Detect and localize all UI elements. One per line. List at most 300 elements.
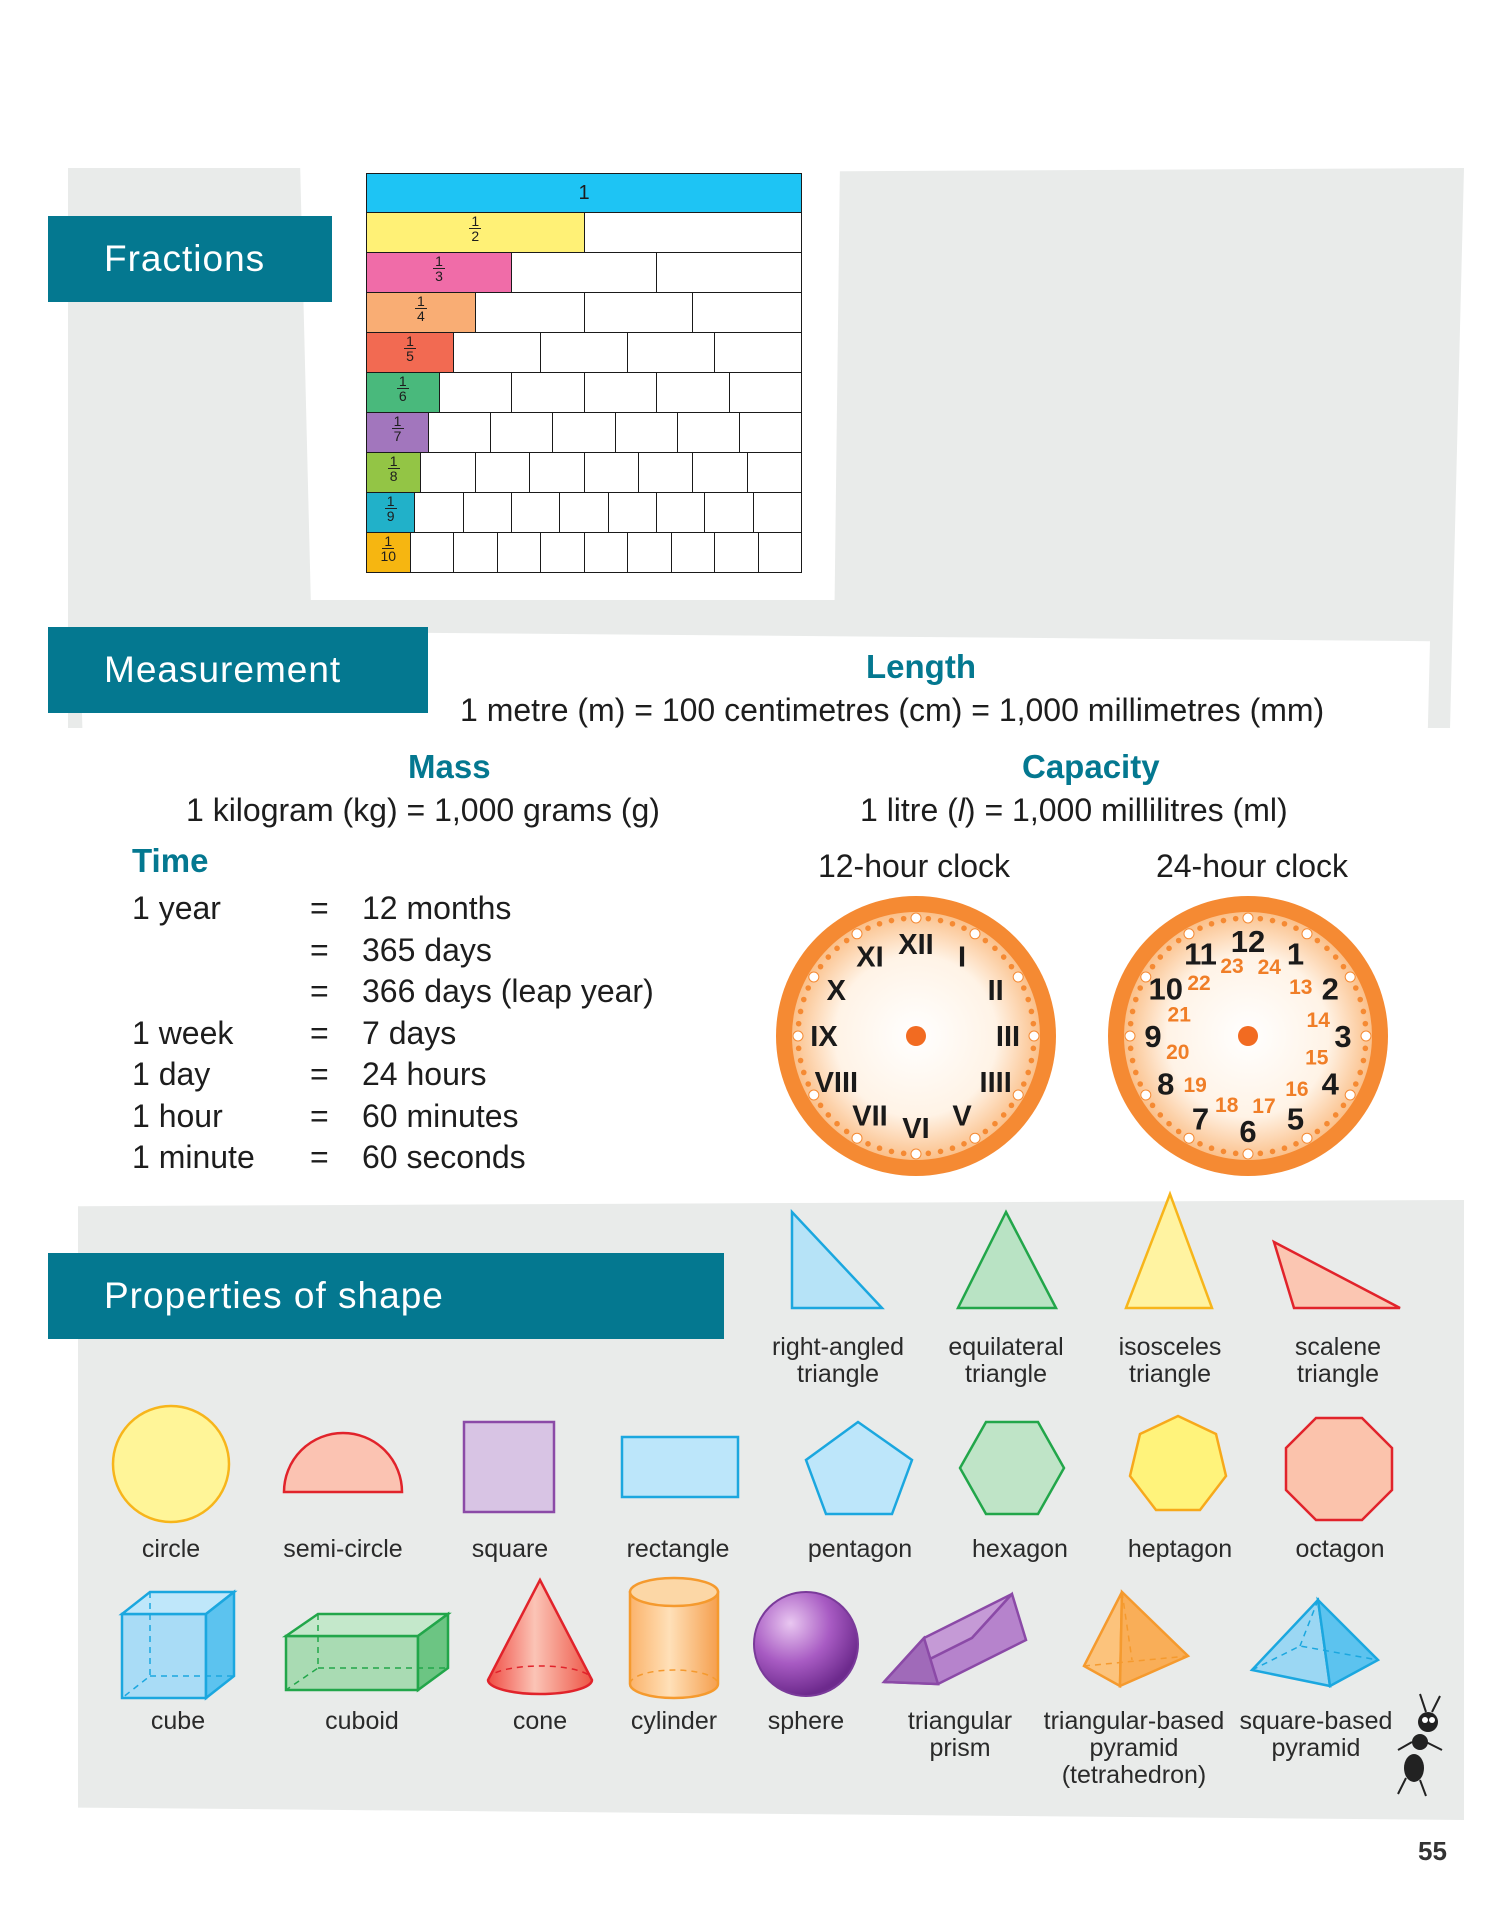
cuboid-solid bbox=[286, 1614, 448, 1690]
fraction-label bbox=[367, 254, 511, 283]
time-unit: 1 day bbox=[132, 1056, 211, 1092]
time-value: 366 days (leap year) bbox=[362, 973, 654, 1009]
clock-minute-mark bbox=[1233, 916, 1239, 922]
clock-minute-mark bbox=[1315, 1129, 1321, 1135]
fraction-cell bbox=[367, 293, 476, 332]
fraction-cell bbox=[585, 213, 802, 252]
clock24-afternoon-numeral: 22 bbox=[1187, 972, 1211, 996]
clock12-numeral: V bbox=[952, 1100, 972, 1133]
clock-minute-mark bbox=[1345, 1090, 1355, 1100]
fraction-numerator: 1 bbox=[385, 494, 397, 509]
clock-minute-mark bbox=[1128, 1046, 1134, 1052]
clock-minute-mark bbox=[1361, 1009, 1367, 1015]
fraction-numerator: 1 bbox=[397, 374, 409, 389]
solid-shape-label: cone bbox=[512, 1707, 568, 1735]
clock-minute-mark bbox=[877, 1145, 883, 1151]
clock-minute-mark bbox=[1209, 1145, 1215, 1151]
clock-minute-mark bbox=[1025, 1070, 1031, 1076]
length-equation: 1 metre (m) = 100 centimetres (cm) = 1,000 millimetres (mm) bbox=[460, 692, 1325, 728]
flat-shape-label: hexagon bbox=[972, 1535, 1068, 1563]
clock24-afternoon-numeral: 13 bbox=[1289, 976, 1313, 1000]
clock-minute-mark bbox=[809, 972, 819, 982]
clock-minute-mark bbox=[1197, 1141, 1203, 1147]
clock-minute-mark bbox=[1341, 964, 1347, 970]
clock-minute-mark bbox=[1197, 925, 1203, 931]
clock-minute-mark bbox=[1137, 1081, 1143, 1087]
clock-minute-mark bbox=[1021, 985, 1027, 991]
clock-minute-mark bbox=[1258, 916, 1264, 922]
fraction-cell bbox=[553, 413, 615, 452]
fraction-cell bbox=[367, 333, 454, 372]
capacity-equation bbox=[860, 792, 1288, 829]
fraction-cell bbox=[512, 373, 585, 412]
clock-minute-mark bbox=[826, 954, 832, 960]
fraction-cell bbox=[628, 533, 672, 572]
clock-minute-mark bbox=[1031, 1046, 1037, 1052]
fraction-cell bbox=[498, 533, 542, 572]
clock-minute-mark bbox=[911, 1149, 921, 1159]
clock24-afternoon-numeral: 24 bbox=[1257, 956, 1281, 980]
clock24-hour-numeral: 8 bbox=[1157, 1066, 1175, 1102]
clock24-afternoon-numeral: 19 bbox=[1183, 1073, 1207, 1097]
clock-minute-mark bbox=[1150, 964, 1156, 970]
clock24-title: 24-hour clock bbox=[1155, 848, 1349, 884]
capacity-heading: Capacity bbox=[1022, 748, 1160, 785]
fraction-whole-cell bbox=[367, 174, 801, 212]
clock-minute-mark bbox=[1031, 1021, 1037, 1027]
fraction-cell bbox=[754, 493, 801, 532]
fraction-row-5 bbox=[366, 333, 802, 373]
triangle-label: equilateral triangle bbox=[948, 1333, 1064, 1388]
clock-minute-mark bbox=[889, 918, 895, 924]
fraction-denominator: 8 bbox=[389, 468, 398, 484]
fraction-cell bbox=[512, 253, 657, 292]
fraction-cell bbox=[628, 333, 715, 372]
clock24-afternoon-numeral: 21 bbox=[1167, 1003, 1191, 1027]
clock12-numeral: IIII bbox=[979, 1067, 1012, 1099]
time-value: 12 months bbox=[362, 890, 512, 926]
fraction-numerator: 1 bbox=[415, 294, 427, 309]
time-value: 24 hours bbox=[362, 1056, 487, 1092]
flat-shape-label: semi-circle bbox=[283, 1535, 403, 1563]
fraction-cell bbox=[730, 373, 802, 412]
clock-minute-mark bbox=[1361, 1058, 1367, 1064]
solid-shape-label: cylinder bbox=[630, 1707, 718, 1735]
clock-minute-mark bbox=[970, 1133, 980, 1143]
time-unit: 1 hour bbox=[132, 1097, 223, 1134]
clock-minute-mark bbox=[1166, 1121, 1172, 1127]
fraction-row-7 bbox=[366, 413, 802, 453]
fraction-cell bbox=[367, 373, 440, 412]
clock-minute-mark bbox=[1333, 1112, 1339, 1118]
clock-minute-mark bbox=[1315, 938, 1321, 944]
fraction-label bbox=[367, 294, 475, 323]
clock-minute-mark bbox=[1270, 1149, 1276, 1155]
fraction-cell bbox=[657, 493, 705, 532]
clock-minute-mark bbox=[1293, 925, 1299, 931]
clock-minute-mark bbox=[1282, 1145, 1288, 1151]
square-shape bbox=[464, 1422, 554, 1512]
clock-minute-mark bbox=[1353, 985, 1359, 991]
mass-heading: Mass bbox=[408, 748, 491, 785]
clock12-title: 12-hour clock bbox=[817, 848, 1011, 884]
clock24-hour-numeral: 11 bbox=[1184, 936, 1217, 972]
fraction-cell bbox=[530, 453, 584, 492]
clock-minute-mark bbox=[1001, 954, 1007, 960]
fraction-cell bbox=[454, 333, 541, 372]
fraction-cell bbox=[454, 533, 498, 572]
clock-minute-mark bbox=[805, 985, 811, 991]
flat-shape-label: rectangle bbox=[626, 1535, 730, 1563]
clock24-afternoon-numeral: 15 bbox=[1305, 1046, 1329, 1070]
fraction-denominator: 6 bbox=[398, 388, 407, 404]
time-equals: = bbox=[310, 931, 329, 968]
fraction-cell bbox=[367, 533, 411, 572]
clock24-hour-numeral: 7 bbox=[1191, 1101, 1210, 1137]
fraction-cell bbox=[464, 493, 512, 532]
clock-minute-mark bbox=[865, 925, 871, 931]
clock-minute-mark bbox=[983, 938, 989, 944]
fraction-cell bbox=[705, 493, 753, 532]
fraction-cell bbox=[541, 533, 585, 572]
fraction-numerator: 1 bbox=[382, 534, 394, 549]
fraction-cell bbox=[715, 333, 801, 372]
fraction-cell bbox=[476, 293, 585, 332]
clock-minute-mark bbox=[826, 1112, 832, 1118]
clock-minute-mark bbox=[796, 1046, 802, 1052]
flat-shape-label: heptagon bbox=[1127, 1535, 1233, 1563]
fraction-cell bbox=[715, 533, 759, 572]
page-number: 55 bbox=[1418, 1836, 1447, 1866]
hexagon-shape bbox=[960, 1422, 1064, 1514]
clock-minute-mark bbox=[1353, 1081, 1359, 1087]
fraction-cell bbox=[585, 373, 658, 412]
section-title-shapes: Properties of shape bbox=[48, 1253, 724, 1339]
fraction-denominator: 7 bbox=[393, 428, 402, 444]
clock-minute-mark bbox=[1341, 1103, 1347, 1109]
clock-minute-mark bbox=[1361, 1031, 1371, 1041]
clock-minute-mark bbox=[844, 1129, 850, 1135]
fraction-numerator: 1 bbox=[388, 454, 400, 469]
fraction-row-8 bbox=[366, 453, 802, 493]
clock24-hour-numeral: 5 bbox=[1286, 1101, 1305, 1137]
fraction-cell bbox=[512, 493, 560, 532]
clock-minute-mark bbox=[801, 1070, 807, 1076]
clock-minute-mark bbox=[877, 921, 883, 927]
clock-minute-mark bbox=[950, 921, 956, 927]
fraction-row-10 bbox=[366, 533, 802, 573]
clock-minute-mark bbox=[1363, 1046, 1369, 1052]
clock-minute-mark bbox=[1128, 1021, 1134, 1027]
fraction-label bbox=[367, 534, 410, 563]
clock-minute-mark bbox=[852, 929, 862, 939]
clock-minute-mark bbox=[793, 1031, 803, 1041]
clock-minute-mark bbox=[1025, 997, 1031, 1003]
fraction-cell bbox=[616, 413, 678, 452]
fraction-cell bbox=[367, 453, 421, 492]
circle-shape bbox=[113, 1406, 229, 1522]
clock-minute-mark bbox=[818, 1103, 824, 1109]
clock24-afternoon-numeral: 17 bbox=[1252, 1095, 1276, 1119]
time-equals: = bbox=[310, 1014, 329, 1051]
fraction-label bbox=[367, 214, 584, 243]
fraction-cell bbox=[657, 253, 801, 292]
triangle-label: scalene triangle bbox=[1294, 1333, 1382, 1388]
clock-minute-mark bbox=[992, 1121, 998, 1127]
section-title-measurement: Measurement bbox=[48, 627, 428, 713]
clock-minute-mark bbox=[798, 1058, 804, 1064]
fraction-label bbox=[367, 374, 439, 403]
cylinder-solid bbox=[630, 1578, 718, 1698]
clock12-numeral: VI bbox=[902, 1113, 930, 1145]
time-unit: 1 week bbox=[132, 1014, 234, 1051]
clock-minute-mark bbox=[1137, 985, 1143, 991]
clock-minute-mark bbox=[805, 1081, 811, 1087]
clock-minute-mark bbox=[1009, 964, 1015, 970]
fraction-numerator: 1 bbox=[404, 334, 416, 349]
clock24-hour-numeral: 12 bbox=[1230, 924, 1266, 959]
fraction-denominator: 4 bbox=[416, 308, 425, 324]
clock-minute-mark bbox=[1130, 1009, 1136, 1015]
solid-shape-label: cube bbox=[150, 1707, 206, 1735]
clock12-numeral: IX bbox=[810, 1021, 838, 1053]
time-equals: = bbox=[310, 1056, 329, 1092]
clock-minute-mark bbox=[1029, 1058, 1035, 1064]
fraction-cell bbox=[657, 373, 730, 412]
fraction-numerator: 1 bbox=[433, 254, 445, 269]
clock-minute-mark bbox=[1013, 972, 1023, 982]
fraction-row-4 bbox=[366, 293, 802, 333]
fraction-cell bbox=[429, 413, 491, 452]
clock-12-hour bbox=[766, 886, 1066, 1186]
clock-minute-mark bbox=[801, 997, 807, 1003]
triangular-prism-solid bbox=[884, 1594, 1026, 1684]
clock24-hour-numeral: 4 bbox=[1321, 1066, 1339, 1102]
clock-minute-mark bbox=[1133, 1070, 1139, 1076]
time-equals: = bbox=[310, 1139, 329, 1175]
clock-minute-mark bbox=[970, 929, 980, 939]
clock-minute-mark bbox=[1221, 1149, 1227, 1155]
fraction-cell bbox=[367, 253, 512, 292]
flat-shape-label: square bbox=[471, 1535, 549, 1563]
heptagon-shape bbox=[1130, 1416, 1226, 1510]
fraction-cell bbox=[639, 453, 693, 492]
fraction-cell bbox=[585, 533, 629, 572]
solid-shape-label: square-based pyramid bbox=[1239, 1707, 1393, 1762]
clock-minute-mark bbox=[1009, 1103, 1015, 1109]
fraction-cell bbox=[440, 373, 513, 412]
cube-solid bbox=[122, 1592, 234, 1698]
fraction-cell bbox=[421, 453, 475, 492]
fraction-numerator: 1 bbox=[392, 414, 404, 429]
triangle-label: right-angled triangle bbox=[771, 1333, 905, 1388]
flat-shape-label: pentagon bbox=[807, 1535, 913, 1563]
fraction-cell bbox=[759, 533, 802, 572]
cone-solid bbox=[488, 1580, 592, 1694]
clock24-afternoon-numeral: 23 bbox=[1220, 954, 1244, 978]
right-angled-triangle-shape bbox=[792, 1212, 882, 1308]
fraction-row-6 bbox=[366, 373, 802, 413]
fraction-cell bbox=[693, 293, 801, 332]
clock-minute-mark bbox=[865, 1141, 871, 1147]
clock-minute-mark bbox=[1243, 1149, 1253, 1159]
clock24-hour-numeral: 6 bbox=[1239, 1114, 1257, 1149]
clock-minute-mark bbox=[1293, 1141, 1299, 1147]
fraction-cell bbox=[367, 213, 585, 252]
octagon-shape bbox=[1286, 1418, 1392, 1520]
fraction-row-9 bbox=[366, 493, 802, 533]
sphere-solid bbox=[754, 1592, 858, 1696]
clock24-afternoon-numeral: 16 bbox=[1285, 1077, 1309, 1101]
solid-shape-label: triangular prism bbox=[907, 1707, 1013, 1762]
clock-24-hour bbox=[1098, 886, 1398, 1186]
capacity-equation-post: ) = 1,000 millilitres (ml) bbox=[964, 792, 1288, 828]
clock-minute-mark bbox=[798, 1009, 804, 1015]
fraction-denominator: 2 bbox=[471, 228, 480, 244]
scalene-triangle-shape bbox=[1274, 1242, 1400, 1308]
clock-minute-mark bbox=[1363, 1021, 1369, 1027]
solid-shape-label: sphere bbox=[767, 1707, 845, 1735]
clock-minute-mark bbox=[1333, 954, 1339, 960]
semi-circle-shape bbox=[284, 1433, 402, 1492]
time-value: 7 days bbox=[362, 1014, 457, 1051]
fraction-cell bbox=[411, 533, 455, 572]
clock-minute-mark bbox=[1243, 913, 1253, 923]
time-heading: Time bbox=[132, 842, 209, 879]
tetrahedron-solid bbox=[1084, 1592, 1188, 1686]
clock-minute-mark bbox=[1130, 1058, 1136, 1064]
time-equals: = bbox=[310, 973, 329, 1009]
clock-minute-mark bbox=[938, 1149, 944, 1155]
clock-minute-mark bbox=[1158, 954, 1164, 960]
clock-minute-mark bbox=[1166, 946, 1172, 952]
clock-minute-mark bbox=[1357, 997, 1363, 1003]
time-unit: 1 minute bbox=[132, 1139, 255, 1175]
fraction-cell bbox=[740, 413, 801, 452]
clock-minute-mark bbox=[938, 918, 944, 924]
clock-minute-mark bbox=[796, 1021, 802, 1027]
clock-minute-mark bbox=[1357, 1070, 1363, 1076]
clock24-afternoon-numeral: 14 bbox=[1306, 1009, 1330, 1033]
isosceles-triangle-shape bbox=[1126, 1194, 1212, 1308]
clock-minute-mark bbox=[911, 913, 921, 923]
fraction-cell bbox=[560, 493, 608, 532]
capacity-equation-pre: 1 litre ( bbox=[860, 792, 958, 828]
clock-minute-mark bbox=[1324, 1121, 1330, 1127]
clock-minute-mark bbox=[834, 946, 840, 952]
rectangle-shape bbox=[622, 1437, 738, 1497]
clock-minute-mark bbox=[1029, 1009, 1035, 1015]
clock-minute-mark bbox=[1021, 1081, 1027, 1087]
clock-minute-mark bbox=[1176, 938, 1182, 944]
clock24-hour-numeral: 3 bbox=[1334, 1019, 1352, 1054]
fraction-denominator: 5 bbox=[406, 348, 414, 364]
time-value: 365 days bbox=[362, 931, 492, 968]
clock12-numeral: III bbox=[995, 1021, 1021, 1053]
fraction-cell bbox=[609, 493, 657, 532]
time-value: 60 seconds bbox=[362, 1139, 526, 1175]
clock-minute-mark bbox=[961, 925, 967, 931]
triangle-label: isosceles triangle bbox=[1118, 1333, 1222, 1388]
clock-minute-mark bbox=[844, 938, 850, 944]
fraction-whole-label: 1 bbox=[578, 182, 590, 204]
clock-minute-mark bbox=[1150, 1103, 1156, 1109]
time-value: 60 minutes bbox=[362, 1097, 519, 1134]
clock-minute-mark bbox=[1158, 1112, 1164, 1118]
clock-minute-mark bbox=[1221, 918, 1227, 924]
clock24-afternoon-numeral: 20 bbox=[1166, 1040, 1190, 1064]
clock-minute-mark bbox=[1125, 1031, 1135, 1041]
clock24-afternoon-numeral: 18 bbox=[1215, 1093, 1239, 1117]
clock-minute-mark bbox=[889, 1149, 895, 1155]
fraction-denominator: 3 bbox=[435, 268, 443, 284]
pentagon-shape bbox=[806, 1422, 912, 1514]
section-title-fractions: Fractions bbox=[48, 216, 332, 302]
mass-equation: 1 kilogram (kg) = 1,000 grams (g) bbox=[186, 792, 660, 828]
clock-minute-mark bbox=[1001, 1112, 1007, 1118]
clock12-numeral: II bbox=[987, 975, 1004, 1007]
capacity-litre-symbol: l bbox=[957, 792, 965, 828]
clock-center-dot bbox=[1238, 1026, 1258, 1046]
clock-minute-mark bbox=[992, 946, 998, 952]
flat-shape-label: octagon bbox=[1295, 1535, 1385, 1563]
fraction-cell bbox=[585, 453, 639, 492]
fraction-denominator: 9 bbox=[386, 508, 395, 524]
fraction-label bbox=[367, 414, 428, 443]
clock12-numeral: VIII bbox=[814, 1067, 859, 1099]
clock-minute-mark bbox=[1324, 946, 1330, 952]
flat-shape-label: circle bbox=[141, 1535, 201, 1563]
fraction-cell bbox=[693, 453, 747, 492]
clock-center-dot bbox=[906, 1026, 926, 1046]
clock12-numeral: XI bbox=[856, 941, 884, 974]
clock-minute-mark bbox=[834, 1121, 840, 1127]
time-equals: = bbox=[310, 1097, 329, 1134]
fraction-cell bbox=[476, 453, 530, 492]
clock-minute-mark bbox=[1258, 1151, 1264, 1157]
fraction-label bbox=[367, 334, 453, 363]
clock-minute-mark bbox=[1270, 918, 1276, 924]
fraction-cell bbox=[678, 413, 740, 452]
clock-minute-mark bbox=[1209, 921, 1215, 927]
fraction-cell bbox=[748, 453, 801, 492]
fraction-label bbox=[367, 454, 420, 483]
clock12-numeral: X bbox=[826, 975, 846, 1007]
clock-minute-mark bbox=[926, 916, 932, 922]
fraction-label bbox=[367, 494, 414, 523]
clock24-hour-numeral: 9 bbox=[1144, 1019, 1162, 1054]
clock-minute-mark bbox=[1029, 1031, 1039, 1041]
solid-shape-label: cuboid bbox=[325, 1707, 399, 1735]
clock-minute-mark bbox=[1133, 997, 1139, 1003]
fraction-row-3 bbox=[366, 253, 802, 293]
fraction-row-2 bbox=[366, 213, 802, 253]
time-unit: 1 year bbox=[132, 890, 221, 926]
clock12-numeral: VII bbox=[852, 1100, 888, 1133]
length-heading: Length bbox=[866, 648, 976, 685]
clock-minute-mark bbox=[818, 964, 824, 970]
clock24-hour-numeral: 10 bbox=[1148, 971, 1183, 1007]
clock-minute-mark bbox=[1282, 921, 1288, 927]
clock-minute-mark bbox=[926, 1151, 932, 1157]
clock24-hour-numeral: 2 bbox=[1321, 971, 1339, 1007]
square-pyramid-solid bbox=[1252, 1600, 1378, 1686]
clock12-numeral: I bbox=[957, 941, 967, 974]
clock-minute-mark bbox=[852, 1133, 862, 1143]
clock-minute-mark bbox=[950, 1145, 956, 1151]
fraction-numerator: 1 bbox=[469, 214, 481, 229]
fraction-denominator: 10 bbox=[380, 548, 397, 564]
